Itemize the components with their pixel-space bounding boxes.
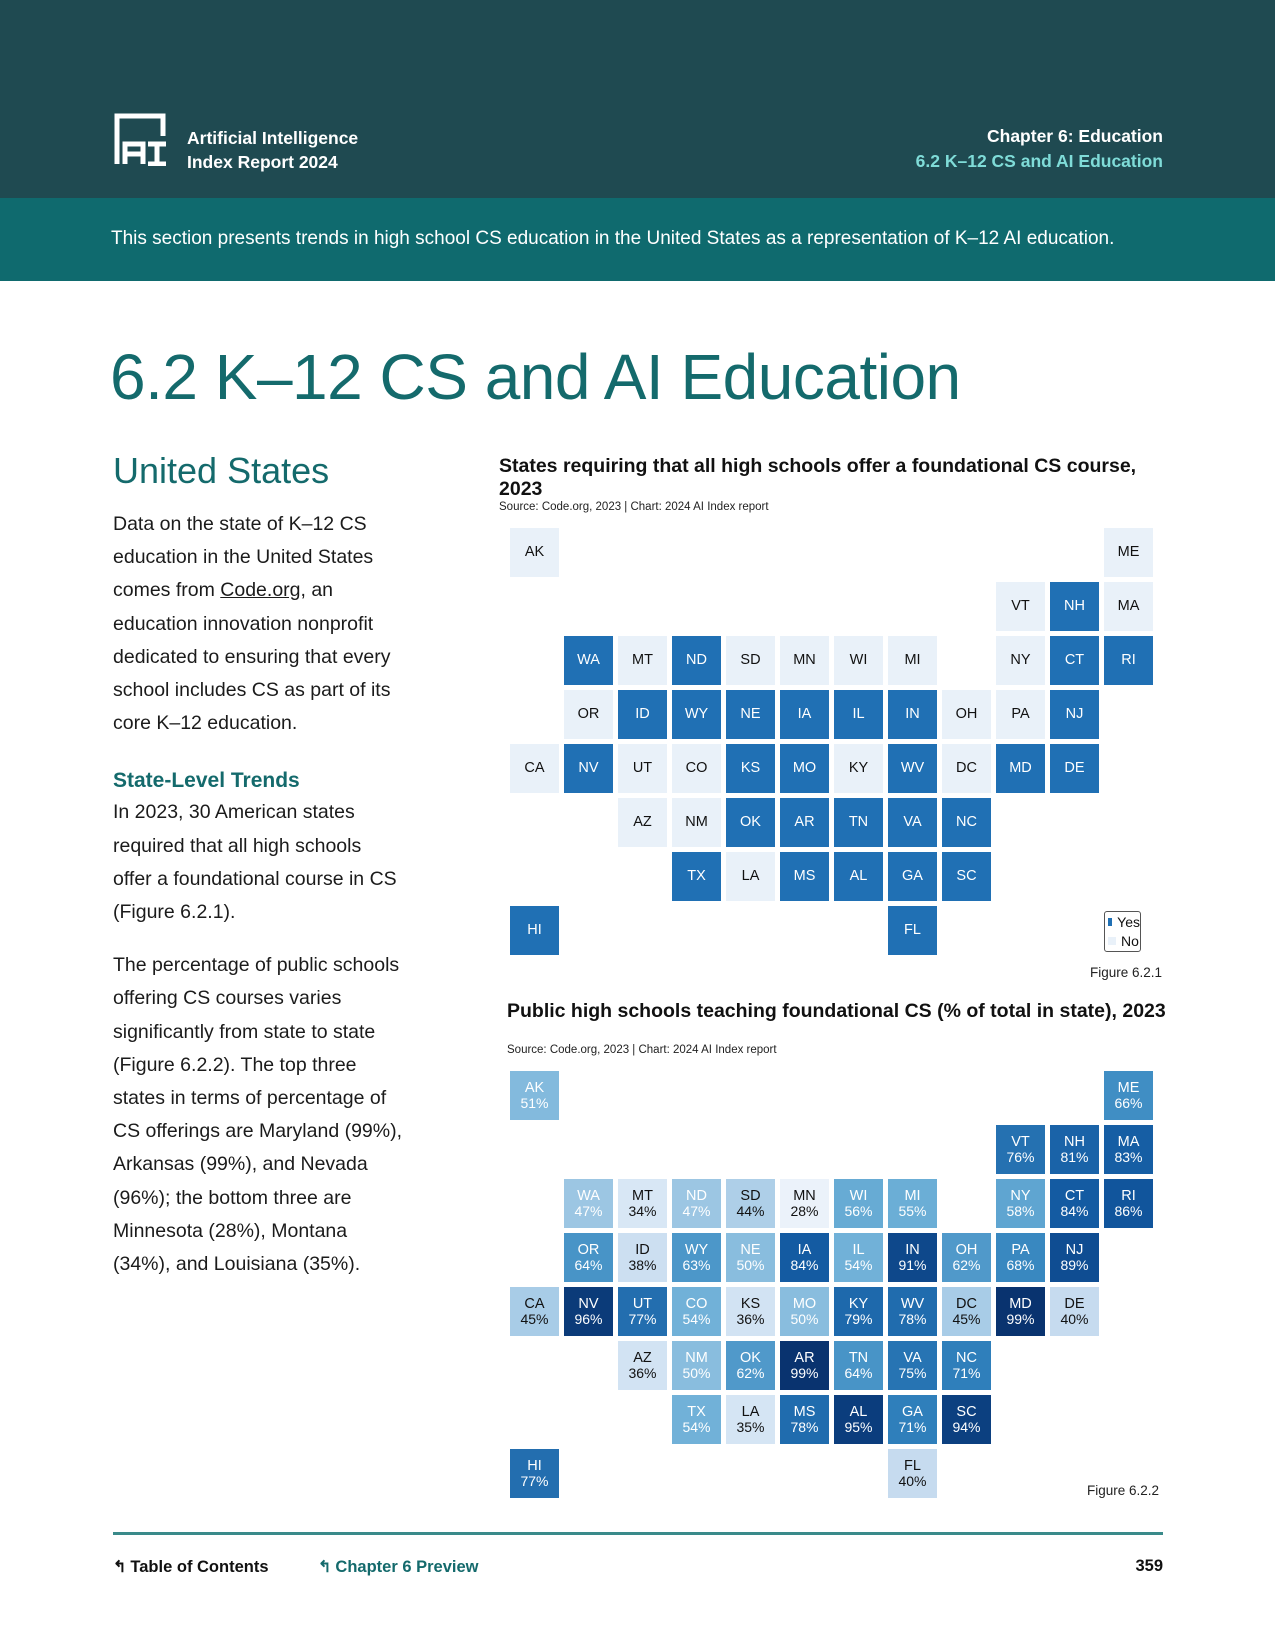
state-tile-mi	[888, 636, 937, 685]
state-abbr: DC	[956, 760, 977, 776]
state-abbr: NY	[1010, 1187, 1031, 1204]
state-tile-al	[834, 1395, 883, 1444]
state-abbr: KY	[848, 1295, 869, 1312]
state-tile-nd	[672, 1179, 721, 1228]
state-abbr: NC	[956, 814, 977, 830]
state-percentage: 36%	[628, 1364, 657, 1381]
state-tile-de	[1050, 1287, 1099, 1336]
brand-line-1: Artificial Intelligence	[187, 128, 359, 148]
state-tile-hi	[510, 1449, 559, 1498]
state-percentage: 64%	[574, 1256, 603, 1273]
state-tile-il	[834, 690, 883, 739]
state-abbr: VA	[903, 814, 922, 830]
state-percentage: 76%	[1006, 1148, 1035, 1165]
state-percentage: 51%	[520, 1094, 549, 1111]
state-abbr: GA	[902, 1403, 923, 1420]
state-tile-ct	[1050, 636, 1099, 685]
legend-yes-label: Yes	[1117, 913, 1140, 930]
state-tile-sc	[942, 852, 991, 901]
left-column	[113, 450, 403, 1281]
state-tile-nm	[672, 798, 721, 847]
state-abbr: WI	[849, 652, 868, 668]
state-abbr: WY	[684, 1241, 709, 1258]
no-swatch	[1108, 937, 1116, 945]
state-tile-or	[564, 690, 613, 739]
state-tile-ne	[726, 690, 775, 739]
state-tile-hi	[510, 906, 559, 955]
state-tile-de	[1050, 744, 1099, 793]
state-percentage: 71%	[952, 1364, 981, 1381]
state-abbr: AR	[794, 814, 815, 830]
state-tile-wv	[888, 1287, 937, 1336]
state-tile-nc	[942, 1341, 991, 1390]
state-percentage: 35%	[736, 1418, 765, 1435]
state-tile-fl	[888, 906, 937, 955]
state-tile-az	[618, 1341, 667, 1390]
state-tile-pa	[996, 690, 1045, 739]
state-abbr: ID	[635, 706, 650, 722]
state-tile-ky	[834, 744, 883, 793]
state-abbr: NM	[685, 814, 708, 830]
state-abbr: AK	[524, 544, 545, 560]
state-tile-nv	[564, 1287, 613, 1336]
state-abbr: MA	[1117, 1133, 1140, 1150]
state-tile-ri	[1104, 636, 1153, 685]
state-percentage: 54%	[844, 1256, 873, 1273]
state-percentage: 63%	[682, 1256, 711, 1273]
page-number: 359	[1135, 1557, 1163, 1575]
state-abbr: VT	[1011, 598, 1030, 614]
state-tile-nm	[672, 1341, 721, 1390]
state-tile-nd	[672, 636, 721, 685]
state-tile-ms	[780, 1395, 829, 1444]
state-abbr: OH	[955, 706, 978, 722]
state-abbr: IL	[852, 1241, 865, 1258]
state-tile-sc	[942, 1395, 991, 1444]
state-percentage: 86%	[1114, 1202, 1143, 1219]
state-tile-nh	[1050, 582, 1099, 631]
state-abbr: IA	[797, 706, 812, 722]
state-tile-me	[1104, 1071, 1153, 1120]
state-percentage: 50%	[682, 1364, 711, 1381]
state-tile-tx	[672, 852, 721, 901]
state-tile-dc	[942, 744, 991, 793]
state-abbr: TN	[848, 1349, 869, 1366]
state-percentage: 34%	[628, 1202, 657, 1219]
state-tile-ar	[780, 1341, 829, 1390]
state-abbr: CA	[524, 1295, 545, 1312]
figure-6-2-2-label: Figure 6.2.2	[1087, 1483, 1160, 1498]
state-percentage: 45%	[520, 1310, 549, 1327]
state-tile-az	[618, 798, 667, 847]
state-tile-fl	[888, 1449, 937, 1498]
state-abbr: LA	[741, 868, 760, 884]
state-tile-mo	[780, 1287, 829, 1336]
state-tile-pa	[996, 1233, 1045, 1282]
state-abbr: OH	[955, 1241, 978, 1258]
intro-text-after: , an education innovation nonprofit dedicated to ensuring that every school includes CS as part of its core K–12 education.	[113, 579, 391, 735]
state-tile-in	[888, 690, 937, 739]
state-abbr: SC	[956, 868, 977, 884]
state-abbr: AL	[849, 868, 868, 884]
state-abbr: UT	[632, 1295, 653, 1312]
state-tile-nv	[564, 744, 613, 793]
state-percentage: 81%	[1060, 1148, 1089, 1165]
state-tile-dc	[942, 1287, 991, 1336]
state-tile-ak	[510, 528, 559, 577]
state-abbr: PA	[1011, 706, 1030, 722]
trends-paragraph-2: The percentage of public schools offering CS courses varies significantly from state to state (Figure 6.2.2). The top three states in terms of percentage of CS offerings are Maryland (99%), Arkansas (99%), and Nevada (96%); the bottom three are Minnesota (28%), Montana (34%), and Louisiana (35%).	[113, 954, 403, 1276]
state-abbr: DE	[1064, 760, 1085, 776]
state-tile-wa	[564, 636, 613, 685]
state-tile-or	[564, 1233, 613, 1282]
state-abbr: WI	[849, 1187, 868, 1204]
page-title: 6.2 K–12 CS and AI Education	[110, 341, 961, 413]
state-tile-la	[726, 1395, 775, 1444]
state-abbr: FL	[904, 1457, 921, 1474]
state-percentage: 28%	[790, 1202, 819, 1219]
state-abbr: GA	[902, 868, 923, 884]
chart2-source: Source: Code.org, 2023 | Chart: 2024 AI Index report	[507, 1044, 777, 1056]
state-abbr: WY	[684, 706, 709, 722]
state-tile-me	[1104, 528, 1153, 577]
state-abbr: AL	[849, 1403, 868, 1420]
intro-text: Data on the state of K–12 CS education in the United States comes from	[113, 513, 374, 602]
state-abbr: OK	[740, 814, 761, 830]
state-percentage: 66%	[1114, 1094, 1143, 1111]
state-abbr: MO	[792, 1295, 817, 1312]
state-tile-ma	[1104, 1125, 1153, 1174]
state-abbr: TX	[687, 868, 706, 884]
state-percentage: 54%	[682, 1310, 711, 1327]
code-org-link[interactable]: Code.org	[220, 579, 301, 602]
section-intro-text: This section presents trends in high school CS education in the United States as a representation of K–12 AI education.	[111, 228, 1115, 249]
state-percentage: 36%	[736, 1310, 765, 1327]
state-tile-co	[672, 744, 721, 793]
legend-yes	[1105, 912, 1140, 931]
state-percentage: 79%	[844, 1310, 873, 1327]
state-abbr: MS	[793, 868, 816, 884]
yes-swatch	[1108, 918, 1112, 926]
state-abbr: ND	[686, 1187, 707, 1204]
state-tile-ne	[726, 1233, 775, 1282]
state-percentage: 56%	[844, 1202, 873, 1219]
state-abbr: AZ	[633, 1349, 652, 1366]
state-tile-mn	[780, 1179, 829, 1228]
state-abbr: LA	[741, 1403, 760, 1420]
state-abbr: SD	[740, 652, 761, 668]
state-abbr: PA	[1011, 1241, 1030, 1258]
chart1-legend	[1104, 911, 1141, 952]
state-tile-ct	[1050, 1179, 1099, 1228]
return-arrow-icon: ↰	[113, 1559, 127, 1576]
state-tile-ny	[996, 1179, 1045, 1228]
intro-paragraph	[113, 508, 403, 740]
state-abbr: KS	[740, 760, 761, 776]
state-tile-nc	[942, 798, 991, 847]
state-abbr: NJ	[1065, 1241, 1084, 1258]
state-percentage: 62%	[952, 1256, 981, 1273]
state-percentage: 47%	[682, 1202, 711, 1219]
state-percentage: 99%	[1006, 1310, 1035, 1327]
state-abbr: IN	[905, 706, 920, 722]
chapter-preview-label: Chapter 6 Preview	[335, 1558, 479, 1576]
state-tile-va	[888, 798, 937, 847]
state-abbr: UT	[632, 760, 653, 776]
state-tile-nj	[1050, 1233, 1099, 1282]
state-tile-mt	[618, 1179, 667, 1228]
state-abbr: KY	[848, 760, 869, 776]
state-tile-il	[834, 1233, 883, 1282]
state-percentage: 64%	[844, 1364, 873, 1381]
state-abbr: MO	[792, 760, 817, 776]
state-abbr: RI	[1121, 652, 1136, 668]
state-abbr: VT	[1011, 1133, 1030, 1150]
legend-no	[1105, 931, 1140, 950]
state-tile-id	[618, 690, 667, 739]
state-percentage: 77%	[628, 1310, 657, 1327]
state-tile-wi	[834, 1179, 883, 1228]
state-percentage: 89%	[1060, 1256, 1089, 1273]
state-percentage: 47%	[574, 1202, 603, 1219]
state-tile-ms	[780, 852, 829, 901]
state-abbr: MA	[1117, 598, 1140, 614]
state-tile-oh	[942, 1233, 991, 1282]
state-abbr: MI	[904, 1187, 921, 1204]
state-abbr: ND	[686, 652, 707, 668]
state-percentage: 40%	[898, 1472, 927, 1489]
chapter-title: Chapter 6: Education	[987, 126, 1163, 146]
state-abbr: HI	[527, 922, 542, 938]
state-abbr: WV	[900, 1295, 925, 1312]
state-abbr: RI	[1121, 1187, 1136, 1204]
state-abbr: CT	[1064, 652, 1085, 668]
state-percentage: 50%	[790, 1310, 819, 1327]
state-abbr: DC	[956, 1295, 977, 1312]
state-abbr: ME	[1117, 1079, 1140, 1096]
state-percentage: 45%	[952, 1310, 981, 1327]
state-percentage: 95%	[844, 1418, 873, 1435]
state-abbr: AK	[524, 1079, 545, 1096]
state-abbr: TX	[687, 1403, 706, 1420]
state-abbr: NH	[1064, 598, 1085, 614]
brand-line-2: Index Report 2024	[187, 152, 338, 172]
state-abbr: ME	[1117, 544, 1140, 560]
state-tile-sd	[726, 636, 775, 685]
state-tile-id	[618, 1233, 667, 1282]
section-title: 6.2 K–12 CS and AI Education	[915, 151, 1163, 171]
report-brand	[187, 126, 358, 174]
state-abbr: NJ	[1065, 706, 1084, 722]
state-abbr: WA	[577, 652, 600, 668]
state-tile-in	[888, 1233, 937, 1282]
state-tile-ga	[888, 1395, 937, 1444]
state-tile-wy	[672, 690, 721, 739]
state-abbr: MT	[632, 1187, 653, 1204]
state-abbr: IA	[797, 1241, 812, 1258]
state-abbr: FL	[904, 922, 921, 938]
state-tile-la	[726, 852, 775, 901]
state-tile-vt	[996, 582, 1045, 631]
state-abbr: OK	[740, 1349, 761, 1366]
state-abbr: ID	[635, 1241, 650, 1258]
return-arrow-icon: ↰	[318, 1559, 332, 1576]
state-tile-ky	[834, 1287, 883, 1336]
state-tile-ut	[618, 1287, 667, 1336]
state-tile-ut	[618, 744, 667, 793]
state-abbr: IN	[905, 1241, 920, 1258]
state-tile-ri	[1104, 1179, 1153, 1228]
state-abbr: SD	[740, 1187, 761, 1204]
state-abbr: MD	[1009, 1295, 1032, 1312]
chapter-label	[916, 124, 1163, 174]
toc-label: Table of Contents	[130, 1558, 269, 1576]
state-abbr: DE	[1064, 1295, 1085, 1312]
state-percentage: 83%	[1114, 1148, 1143, 1165]
state-tile-wa	[564, 1179, 613, 1228]
state-percentage: 94%	[952, 1418, 981, 1435]
state-tile-ks	[726, 1287, 775, 1336]
state-tile-mo	[780, 744, 829, 793]
state-abbr: NH	[1064, 1133, 1085, 1150]
state-percentage: 54%	[682, 1418, 711, 1435]
state-tile-ak	[510, 1071, 559, 1120]
state-percentage: 50%	[736, 1256, 765, 1273]
state-tile-ia	[780, 690, 829, 739]
state-percentage: 91%	[898, 1256, 927, 1273]
state-abbr: WV	[900, 760, 925, 776]
state-abbr: MD	[1009, 760, 1032, 776]
state-percentage: 78%	[790, 1418, 819, 1435]
state-tile-wi	[834, 636, 883, 685]
state-abbr: MN	[793, 652, 816, 668]
state-abbr: NV	[578, 760, 599, 776]
state-abbr: HI	[527, 1457, 542, 1474]
state-tile-wy	[672, 1233, 721, 1282]
figure-6-2-1-label: Figure 6.2.1	[1090, 965, 1163, 980]
state-abbr: IL	[852, 706, 865, 722]
state-abbr: SC	[956, 1403, 977, 1420]
state-abbr: AZ	[633, 814, 652, 830]
state-abbr: MI	[904, 652, 921, 668]
state-abbr: MS	[793, 1403, 816, 1420]
chapter-preview-link[interactable]	[318, 1557, 478, 1577]
state-tile-nj	[1050, 690, 1099, 739]
state-tile-sd	[726, 1179, 775, 1228]
state-tile-ma	[1104, 582, 1153, 631]
state-percentage: 78%	[898, 1310, 927, 1327]
ai-index-logo-icon	[111, 112, 169, 166]
state-tile-md	[996, 744, 1045, 793]
state-percentage: 38%	[628, 1256, 657, 1273]
state-tile-ca	[510, 1287, 559, 1336]
state-abbr: CO	[685, 1295, 708, 1312]
report-header	[0, 0, 1275, 198]
state-abbr: NV	[578, 1295, 599, 1312]
state-abbr: VA	[903, 1349, 922, 1366]
state-tile-ga	[888, 852, 937, 901]
state-tile-ny	[996, 636, 1045, 685]
chart2-title: Public high schools teaching foundational CS (% of total in state), 2023	[507, 1000, 1166, 1022]
united-states-heading: United States	[113, 450, 330, 491]
state-percentage: 68%	[1006, 1256, 1035, 1273]
state-tile-va	[888, 1341, 937, 1390]
state-abbr: CO	[685, 760, 708, 776]
state-tile-co	[672, 1287, 721, 1336]
state-abbr: NY	[1010, 652, 1031, 668]
legend-no-label: No	[1121, 932, 1139, 949]
footer-divider	[113, 1532, 1163, 1535]
state-tile-al	[834, 852, 883, 901]
state-percentage: 55%	[898, 1202, 927, 1219]
chart1-source: Source: Code.org, 2023 | Chart: 2024 AI Index report	[499, 501, 769, 513]
section-intro-band	[0, 198, 1275, 281]
state-percentage: 71%	[898, 1418, 927, 1435]
state-tile-tn	[834, 798, 883, 847]
state-percentage: 62%	[736, 1364, 765, 1381]
state-abbr: TN	[848, 814, 869, 830]
state-percentage: 96%	[574, 1310, 603, 1327]
state-tile-mt	[618, 636, 667, 685]
state-tile-wv	[888, 744, 937, 793]
state-abbr: AR	[794, 1349, 815, 1366]
state-tile-ok	[726, 1341, 775, 1390]
state-abbr: CA	[524, 760, 545, 776]
state-abbr: MN	[793, 1187, 816, 1204]
state-percentage: 44%	[736, 1202, 765, 1219]
state-abbr: KS	[740, 1295, 761, 1312]
state-percentage: 77%	[520, 1472, 549, 1489]
state-abbr: CT	[1064, 1187, 1085, 1204]
state-tile-ks	[726, 744, 775, 793]
state-tile-tx	[672, 1395, 721, 1444]
state-tile-tn	[834, 1341, 883, 1390]
table-of-contents-link[interactable]	[113, 1557, 269, 1577]
state-percentage: 75%	[898, 1364, 927, 1381]
state-tile-ok	[726, 798, 775, 847]
state-abbr: OR	[577, 706, 600, 722]
state-abbr: MT	[632, 652, 653, 668]
state-tile-ia	[780, 1233, 829, 1282]
state-tile-nh	[1050, 1125, 1099, 1174]
trends-paragraph-1: In 2023, 30 American states required that all high schools offer a foundational course in CS (Figure 6.2.1).	[113, 801, 397, 924]
state-abbr: NC	[956, 1349, 977, 1366]
state-tile-ca	[510, 744, 559, 793]
state-abbr: NM	[685, 1349, 708, 1366]
state-tile-vt	[996, 1125, 1045, 1174]
state-abbr: NE	[740, 1241, 761, 1258]
state-percentage: 84%	[1060, 1202, 1089, 1219]
state-tile-ar	[780, 798, 829, 847]
state-tile-md	[996, 1287, 1045, 1336]
state-tile-mn	[780, 636, 829, 685]
state-percentage: 40%	[1060, 1310, 1089, 1327]
state-abbr: NE	[740, 706, 761, 722]
state-percentage: 58%	[1006, 1202, 1035, 1219]
state-level-trends-heading: State-Level Trends	[113, 769, 300, 793]
state-abbr: WA	[577, 1187, 600, 1204]
state-percentage: 84%	[790, 1256, 819, 1273]
state-tile-mi	[888, 1179, 937, 1228]
chart1-title: States requiring that all high schools offer a foundational CS course, 2023	[499, 455, 1137, 500]
state-abbr: OR	[577, 1241, 600, 1258]
state-tile-oh	[942, 690, 991, 739]
state-percentage: 99%	[790, 1364, 819, 1381]
